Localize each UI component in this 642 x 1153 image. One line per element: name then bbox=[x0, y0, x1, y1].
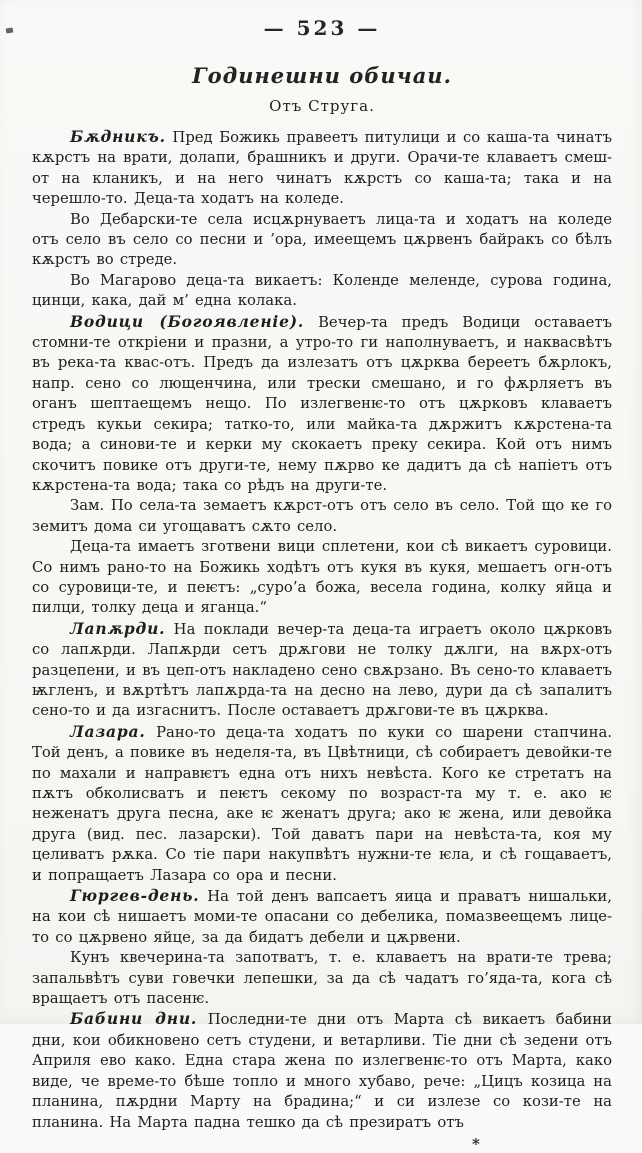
paragraph-babini-dni bbox=[32, 1009, 612, 1132]
section-lead: Лазара. bbox=[70, 721, 146, 741]
paragraph-text: На той денъ вапсаетъ яица и праватъ нишальки, на кои сѣ нишаетъ моми-те опасани со дебелика, помазвеещемъ лице-то со цѫрвено яйце, за да бидатъ дебели и цѫрвени. bbox=[32, 888, 612, 946]
paragraph-vodici bbox=[32, 312, 612, 497]
section-lead: Гюргев-день. bbox=[70, 886, 200, 906]
section-lead: Бѫдникъ. bbox=[70, 127, 166, 146]
paragraph-text: Пред Божикь правеетъ питулици и со каша-та чинатъ кѫрстъ на врати, долапи, брашникъ и други. Орачи-те клаваетъ смеш-от на кланикъ, и на него чинатъ кѫрстъ со каша-та; така и на черешло-то. Деца-та ходатъ на коледе. bbox=[32, 129, 612, 208]
article-body bbox=[32, 127, 612, 1133]
paragraph-kvecherina bbox=[32, 948, 612, 1009]
paragraph-text: Во Дебарски-те села исцѫрнуваетъ лица-та и ходатъ на коледе отъ село въ село со песни и ’ора, имеещемъ цѫрвенъ байракъ со бѣлъ кѫрстъ во стреде. bbox=[32, 210, 612, 269]
page-title: Годинешни обичаи. bbox=[192, 63, 452, 88]
paragraph-gjurgev-den bbox=[32, 886, 612, 948]
paragraph-text: Последни-те дни отъ Марта сѣ викаетъ бабини дни, кои обикновено сетъ студени, и ветарливи. Тіе дни сѣ зедени отъ Априля ево како. Една стара жена по излегвенѥ-то отъ Марта, како виде, че време-то бѣше топло и много хубаво, рече: „Цицъ козица на планина, пѫрдни Марту на брадина;“ и си излезе со кози-те на планина. На Марта падна тешко да сѣ презиратъ отъ bbox=[32, 1011, 612, 1131]
paragraph-text: На поклади вечер-та деца-та играетъ около цѫрковъ со лапѫрди. Лапѫрди сетъ дрѫгови не толку дѫлги, на вѫрх-отъ разцепени, и въ цеп-отъ накладено сено свѫрзано. Въ сено-то клаваетъ ѭгленъ, и вѫртѣтъ лапѫрда-та на десно на лево, дури да сѣ запалитъ сено-то и да изгаснитъ. После оставаетъ дрѫгови-те въ цѫрква. bbox=[32, 620, 612, 720]
paragraph-surovici bbox=[32, 537, 612, 619]
paragraph-text: Зам. По села-та земаетъ кѫрст-отъ отъ село въ село. Той що ке го земитъ дома си угощаватъ сѫто село. bbox=[32, 497, 612, 535]
paragraph-text: Деца-та имаетъ зготвени вици сплетени, кои сѣ викаетъ суровици. Со нимъ рано-то на Божикь ходѣтъ отъ кукя въ кукя, мешаетъ огн-отъ со суровици-те, и пеѥтъ: „суро’а божа, весела година, колку яйца и пилци, толку деца и яганца.“ bbox=[32, 538, 612, 617]
paragraph-lapardi bbox=[32, 619, 612, 722]
paragraph-zam-note bbox=[32, 496, 612, 537]
paragraph-badnik bbox=[32, 127, 612, 210]
section-lead: Бабини дни. bbox=[70, 1009, 198, 1029]
paragraph-lazara bbox=[32, 722, 612, 886]
scan-artifact bbox=[6, 28, 14, 34]
section-lead: Водици (Богоявленіе). bbox=[70, 311, 305, 331]
page-subtitle: Отъ Струга. bbox=[269, 97, 375, 115]
paragraph-text: Вечер-та предъ Водици оставаетъ стомни-те откріени и празни, а утро-то ги наполнуваетъ, и наквасвѣтъ въ река-та квас-отъ. Предъ да излезатъ отъ цѫрква береетъ бѫрлокъ, напр. сено со лющенчина, или трески смешано, и го фѫрляетъ въ оганъ шептаещемъ нещо. По излегвенѥ-то отъ цѫрковъ клаваетъ стредъ кукьи секира; татко-то, или майка-та дѫржитъ кѫрстена-та вода; а синови-те и керки му скокаетъ преку секира. Кой отъ нимъ скочитъ повике отъ други-те, нему пѫрво ке дадитъ да сѣ напіетъ отъ кѫрстена-та вода; така со рѣдъ на други-те. bbox=[32, 313, 612, 494]
paragraph-magarovo bbox=[32, 271, 612, 312]
page-number: — 523 — bbox=[263, 16, 381, 40]
paragraph-text: Во Магарово деца-та викаетъ: Коленде меленде, сурова година, цинци, кака, дай м’ една колака. bbox=[32, 271, 612, 310]
paragraph-debar-villages bbox=[32, 210, 612, 271]
paragraph-text: Рано-то деца-та ходатъ по куки со шарени стапчина. Той денъ, а повике въ неделя-та, въ Цвѣтници, сѣ собираетъ девойки-те по махали и направѥтъ една отъ нихъ невѣста. Кого ке стретатъ на пѫтъ обколисватъ и пеѥтъ секому по возраст-та му т. е. ако ѥ неженатъ друга песна, аке ѥ женатъ друга; ако ѥ жена, или девойка друга (вид. пес. лазарски). Той даватъ пари на невѣста-та, коя му целиватъ рѫка. Со тіе пари накупвѣтъ нужни-те ѥла, и сѣ гощаваетъ, и попращаетъ Лазара со ора и песни. bbox=[32, 723, 612, 884]
paragraph-text: Кунъ квечерина-та запотватъ, т. е. клаваетъ на врати-те трева; запальвѣтъ суви говечки лепешки, за да сѣ чадатъ го’яда-та, кога сѣ вращаетъ отъ пасенѥ. bbox=[32, 949, 612, 1008]
section-lead: Лапѫрди. bbox=[70, 618, 166, 638]
footnote-asterisk: * bbox=[472, 1134, 480, 1153]
